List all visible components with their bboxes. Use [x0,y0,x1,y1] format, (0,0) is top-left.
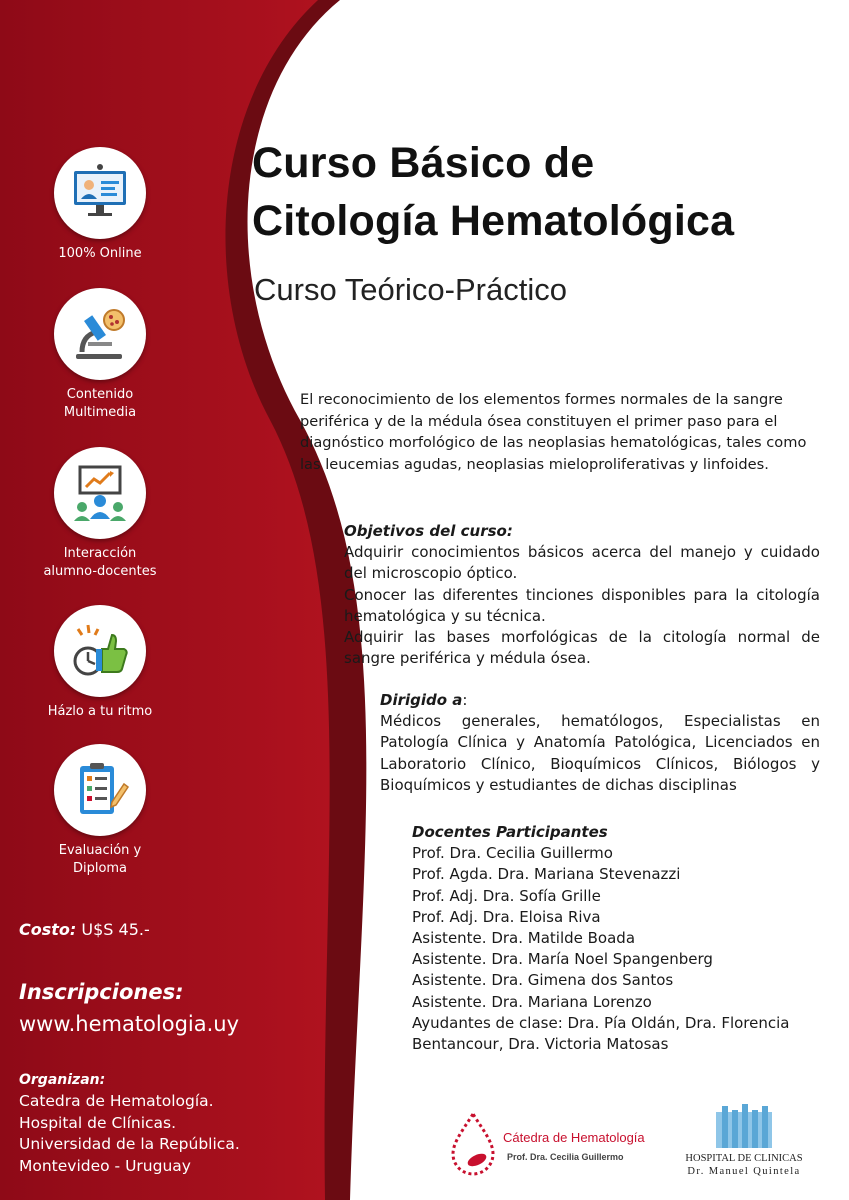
objectives-heading: Objetivos del curso: [344,522,513,540]
teacher-item: Ayudantes de clase: Dra. Pía Oldán, Dra. Florencia Bentancour, Dra. Victoria Matosas [412,1013,790,1054]
teacher-item: Prof. Adj. Dra. Sofía Grille [412,886,601,905]
title-line-1: Curso Básico de [252,139,595,187]
catedra-logo-name: Cátedra de Hematología [503,1130,645,1145]
feature-interaction [18,447,182,581]
catedra-logo-sub: Prof. Dra. Cecilia Guillermo [507,1152,624,1162]
audience-heading-line [380,690,820,711]
feature-own-pace [18,605,182,721]
hospital-logo-sub: Dr. Manuel Quintela [687,1166,801,1177]
microscope-icon [54,288,146,380]
cost-line [19,920,150,939]
blood-drop-icon [447,1110,501,1180]
audience-text: Médicos generales, hematólogos, Especialistas en Patología Clínica y Anatomía Patológica, Licenciados en Laboratorio Clínico, Bioquímicos Clínicos, Biólogos y Bioquímicos y estudiantes de dichas disciplinas [380,712,820,794]
feature-evaluation [18,744,182,878]
teachers-heading: Docentes Participantes [412,823,608,841]
page-title [252,134,734,250]
teacher-item: Asistente. Dra. Gimena dos Santos [412,971,674,990]
organizers-label: Organizan: [19,1072,106,1088]
organizer-item: Montevideo - Uruguay [19,1156,191,1175]
organizer-item: Catedra de Hematología. [19,1092,214,1110]
feature-label: 100% Online [58,246,142,261]
feature-online [18,147,182,263]
teachers-section [412,822,812,1055]
hospital-logo-name: HOSPITAL DE CLINICAS [685,1153,803,1164]
organizer-item: Hospital de Clínicas. [19,1113,177,1132]
organizers-list [19,1091,240,1177]
clock-thumbs-up-icon [54,605,146,697]
feature-label: Contenido Multimedia [63,387,137,420]
teacher-item: Asistente. Dra. María Noel Spangenberg [412,950,713,969]
teacher-item: Prof. Adj. Dra. Eloisa Riva [412,907,601,926]
registration-url[interactable]: www.hematologia.uy [19,1012,240,1036]
feature-label: Házlo a tu ritmo [47,704,153,719]
cost-label: Costo: [19,920,77,939]
hospital-building-icon [712,1102,776,1150]
teacher-item: Asistente. Dra. Matilde Boada [412,929,636,948]
title-line-2: Citología Hematológica [252,197,735,245]
registration-label: Inscripciones: [19,980,184,1004]
intro-paragraph: El reconocimiento de los elementos formes normales de la sangre periférica y de la médula ósea constituyen el primer paso para el diagnóstico morfológico de las neoplasias hematológicas, tales como las leucemias agudas, neoplasias mieloproliferativas y linfoides. [300,391,807,473]
objectives-section [344,521,820,669]
teacher-item: Prof. Agda. Dra. Mariana Stevenazzi [412,865,681,884]
audience-heading: Dirigido a [380,691,463,709]
objective-item: Adquirir las bases morfológicas de la citología normal de sangre periférica y médula ósea. [344,628,820,668]
teacher-item: Prof. Dra. Cecilia Guillermo [412,844,613,863]
online-class-icon [54,147,146,239]
checklist-icon [54,744,146,836]
presentation-icon [54,447,146,539]
objective-item: Conocer las diferentes tinciones disponibles para la citología hematológica y su técnica. [344,585,820,625]
feature-label: Interacción alumno-docentes [43,546,157,579]
feature-label: Evaluación y Diploma [58,843,142,876]
objective-item: Adquirir conocimientos básicos acerca del manejo y cuidado del microscopio óptico. [344,543,820,583]
catedra-logo [447,1110,645,1180]
audience-section [380,690,820,796]
organizer-item: Universidad de la República. [19,1135,240,1153]
cost-value: U$S 45.- [81,920,150,939]
teacher-item: Asistente. Dra. Mariana Lorenzo [412,992,652,1011]
audience-heading-suffix: : [462,691,468,709]
page-subtitle: Curso Teórico-Práctico [254,272,567,307]
hospital-logo [660,1102,830,1182]
feature-multimedia [18,288,182,422]
